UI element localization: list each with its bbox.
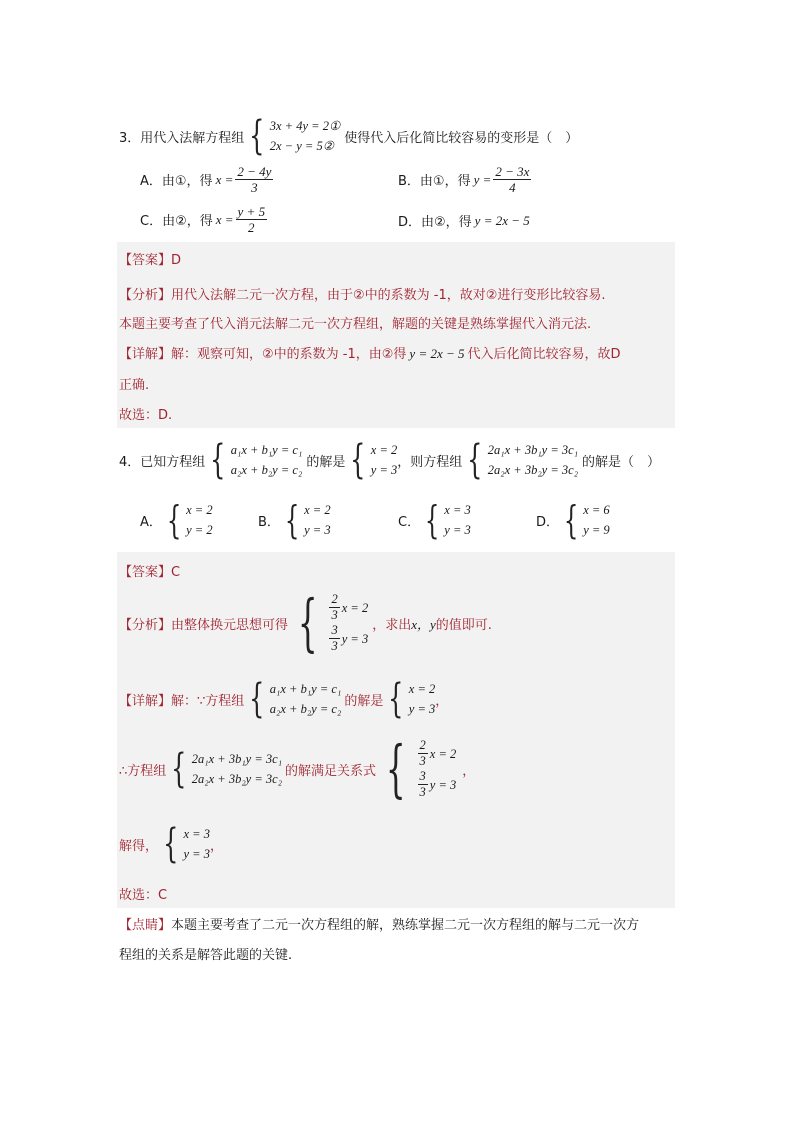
q4-given-system: { a₁x + b₁y = c₁ a₂x + b₂y = c₂ xyxy=(210,437,303,483)
q3-system xyxy=(244,113,341,159)
brace-icon: { xyxy=(249,676,265,722)
q3-analysis: 【分析】用代入法解二元一次方程，由于②中的系数为 -1，故对②进行变形比较容易. xyxy=(119,288,606,303)
q3-analysis-2: 本题主要考查了代入消元法解二元一次方程组，解题的关键是熟练掌握代入消元法. xyxy=(119,317,592,332)
q3-number: 3． xyxy=(119,130,141,146)
brace-icon: { xyxy=(210,437,226,483)
q4-therefore: ∴方程组 { 2a₁x + 3b₁y = 3c₁ 2a₂x + 3b₂y = 3c₂ 的解满足关系式 { $\frac{2}{3}$ x = 2 $\frac{3}{3}$ y = 3 ， xyxy=(119,732,476,805)
q3-eq2: 2x − y = 5② xyxy=(269,139,334,153)
q4-analysis: 【分析】 由整体换元思想可得 { $\frac{2}{3}$ x = 2 $\frac{3}{3}$ y = 3 ，求出 x，y 的值即可. xyxy=(119,586,492,659)
q3-answer: 【答案】D xyxy=(119,253,182,268)
brace-icon: { xyxy=(163,821,179,867)
q3-choose: 故选：D. xyxy=(119,408,173,423)
brace-icon: { xyxy=(388,676,404,722)
q4-target-system: { 2a₁x + 3b₁y = 3c₁ 2a₂x + 3b₂y = 3c₂ xyxy=(467,437,579,483)
q3-option-d[interactable]: D．由②，得 y = 2x − 5 xyxy=(398,212,530,230)
q4-note: 【点睛】本题主要考查了二元一次方程组的解，熟练掌握二元一次方程组的解与二元一次方 xyxy=(119,918,640,933)
q4-choose: 故选：C xyxy=(119,888,168,903)
q3-option-a[interactable]: A．由①，得 x = $\frac{2 - 4y}{3}$ xyxy=(140,164,272,195)
brace-icon: { xyxy=(385,732,406,805)
q3-eq1: 3x + 4y = 2① xyxy=(269,119,341,133)
brace-icon: { xyxy=(297,586,318,659)
brace-icon: { xyxy=(284,498,300,542)
q3-lead: 用代入法解方程组 xyxy=(140,130,245,146)
q4-option-b[interactable]: B． { x = 2 y = 3 xyxy=(258,498,331,542)
q4-stem: 4． 已知方程组 { a₁x + b₁y = c₁ a₂x + b₂y = c₂ 的解是 { x = 2 y = 3 ，则方程组 { 2a₁x + 3b₁y = 3c₁ 2a₂x + 3b₂y = 3c₂ 的解是（ ） xyxy=(119,437,661,483)
brace-icon: { xyxy=(350,437,366,483)
q3-stem xyxy=(119,113,579,159)
q3-tail: 使得代入后化简比较容易的变形是（ ） xyxy=(344,130,579,146)
q3-detail-2: 正确. xyxy=(119,378,150,393)
q3-option-c[interactable]: C．由②，得 x = $\frac{y + 5}{2}$ xyxy=(140,204,266,235)
q3-detail: 【详解】解：观察可知，②中的系数为 -1，由②得 y = 2x − 5 代入后化简比较容易，故D xyxy=(119,346,621,362)
q4-detail: 【详解】 解：∵方程组 { a₁x + b₁y = c₁ a₂x + b₂y = c₂ 的解是 { x = 2 y = 3 ， xyxy=(119,676,449,722)
q4-note-2: 程组的关系是解答此题的关键. xyxy=(119,948,293,963)
q4-answer: 【答案】C xyxy=(119,565,181,580)
q4-solve: 解得， { x = 3 y = 3 ， xyxy=(119,821,223,867)
q4-option-d[interactable]: D． { x = 6 y = 9 xyxy=(536,498,610,542)
q4-option-c[interactable]: C． { x = 3 y = 3 xyxy=(398,498,471,542)
q3-solution-box xyxy=(117,242,675,428)
brace-icon: { xyxy=(563,498,579,542)
brace-icon: { xyxy=(467,437,483,483)
q4-given-solution: { x = 2 y = 3 xyxy=(350,437,398,483)
brace-icon: { xyxy=(166,498,182,542)
brace-icon: { xyxy=(424,498,440,542)
brace-icon: { xyxy=(249,113,265,159)
q3-option-b[interactable]: B．由①，得 y = $\frac{2 - 3x}{4}$ xyxy=(398,164,530,195)
q4-option-a[interactable]: A． { x = 2 y = 2 xyxy=(140,498,213,542)
brace-icon: { xyxy=(171,746,187,792)
